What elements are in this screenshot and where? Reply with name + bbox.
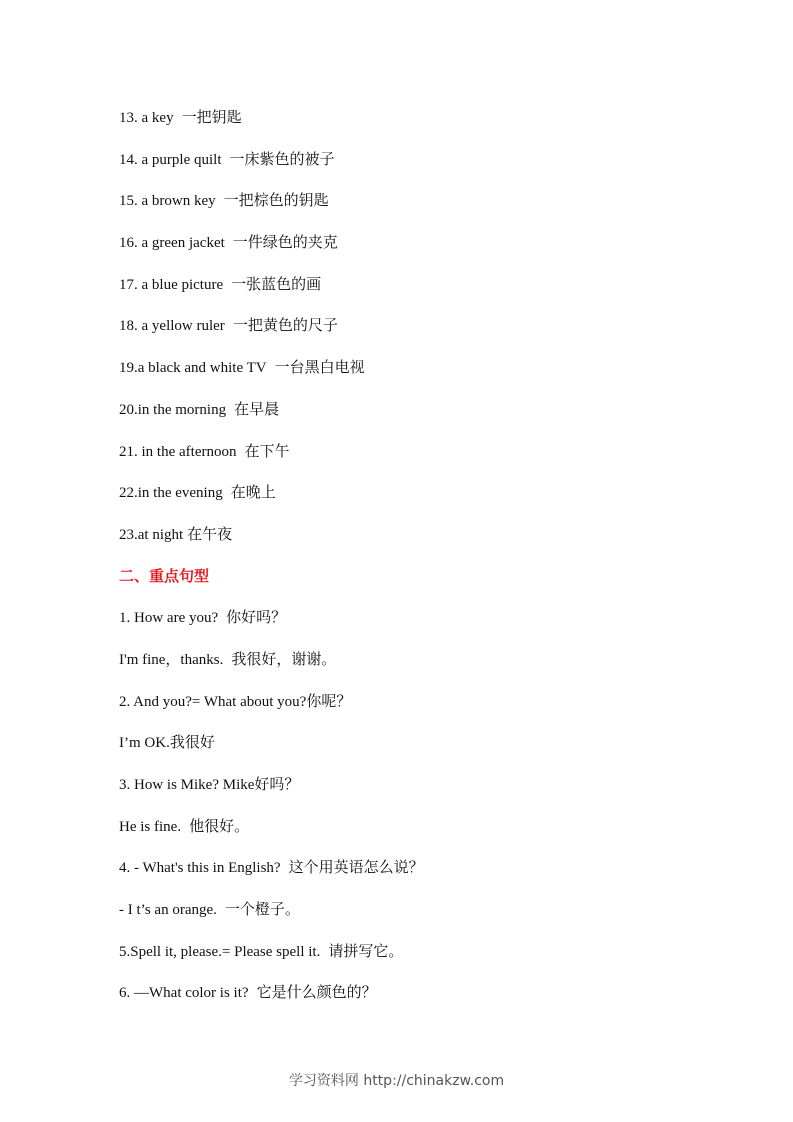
vocab-english: 23.at night: [119, 526, 184, 543]
vocab-chinese: 一床紫色的被子: [229, 149, 335, 168]
page-footer: 学习资料网 http://chinakzw.com: [288, 1073, 505, 1089]
vocab-chinese: 一台黑白电视: [274, 358, 365, 377]
vocab-english: 13. a key: [119, 110, 174, 126]
sentence-chinese: 我很好，谢谢。: [231, 649, 337, 668]
vocab-english: 16. a green jacket: [119, 235, 225, 252]
vocab-english: 21. in the afternoon: [119, 443, 237, 460]
vocab-english: 20.in the morning: [119, 401, 227, 418]
vocab-item: [119, 438, 739, 480]
vocab-chinese: 一件绿色的夹克: [232, 233, 338, 252]
sentence-english: 5.Spell it, please.= Please spell it.: [119, 943, 321, 960]
sentence-item: [119, 854, 739, 896]
document-body: [119, 104, 739, 1021]
sentence-english: 1. How are you?: [119, 610, 219, 627]
vocab-item: [119, 521, 739, 563]
sentence-chinese: 我很好: [169, 733, 215, 752]
sentence-english: - I t’s an orange.: [119, 902, 217, 919]
vocab-chinese: 一把棕色的钥匙: [223, 191, 329, 210]
sentence-english: He is fine.: [119, 818, 182, 835]
vocab-chinese: 一把钥匙: [181, 108, 242, 126]
vocab-item: [119, 396, 739, 438]
vocab-item: [119, 479, 739, 521]
vocab-chinese: 在早晨: [234, 399, 280, 418]
vocab-english: 14. a purple quilt: [119, 151, 222, 168]
vocab-english: 22.in the evening: [119, 485, 223, 502]
vocab-item: [119, 187, 739, 229]
sentence-english: I’m OK.: [119, 735, 170, 752]
vocab-chinese: 一把黄色的尺子: [232, 316, 338, 335]
vocab-chinese: 在下午: [244, 441, 290, 460]
sentence-item: [119, 813, 739, 855]
section-heading: 二、重点句型: [119, 566, 210, 585]
sentence-english: I'm fine，thanks.: [119, 651, 224, 668]
sentence-chinese: 他很好。: [189, 816, 250, 835]
sentence-english: 6. —What color is it?: [119, 985, 249, 1002]
vocab-chinese: 在午夜: [187, 524, 233, 543]
sentence-chinese: 一个橙子。: [224, 900, 300, 919]
vocab-item: [119, 312, 739, 354]
sentence-item: [119, 604, 739, 646]
sentence-english: 4. - What's this in English?: [119, 860, 281, 877]
vocab-item: [119, 354, 739, 396]
sentence-chinese: 好吗？: [254, 775, 300, 793]
sentence-chinese: 这个用英语怎么说？: [288, 858, 424, 877]
sentence-item: [119, 646, 739, 688]
sentence-english: 2. And you?= What about you?: [119, 693, 307, 710]
vocab-item: [119, 104, 739, 146]
sentence-chinese: 请拼写它。: [328, 941, 404, 960]
vocab-chinese: 在晚上: [230, 483, 276, 502]
sentence-chinese: 它是什么颜色的？: [256, 983, 377, 1002]
sentence-item: [119, 979, 739, 1021]
sentence-english: 3. How is Mike? Mike: [119, 777, 255, 793]
sentence-item: [119, 688, 739, 730]
vocab-english: 18. a yellow ruler: [119, 318, 225, 335]
vocab-item: [119, 271, 739, 313]
vocab-item: [119, 146, 739, 188]
sentence-item: [119, 771, 739, 813]
vocab-english: 17. a blue picture: [119, 276, 224, 293]
sentence-chinese: 你呢？: [306, 691, 352, 710]
sentence-item: [119, 896, 739, 938]
vocab-english: 15. a brown key: [119, 193, 216, 210]
sentence-chinese: 你好吗？: [226, 608, 287, 627]
vocab-english: 19.a black and white TV: [119, 360, 267, 377]
sentence-item: [119, 729, 739, 771]
vocab-item: [119, 229, 739, 271]
sentence-item: [119, 938, 739, 980]
vocab-chinese: 一张蓝色的画: [231, 274, 322, 293]
